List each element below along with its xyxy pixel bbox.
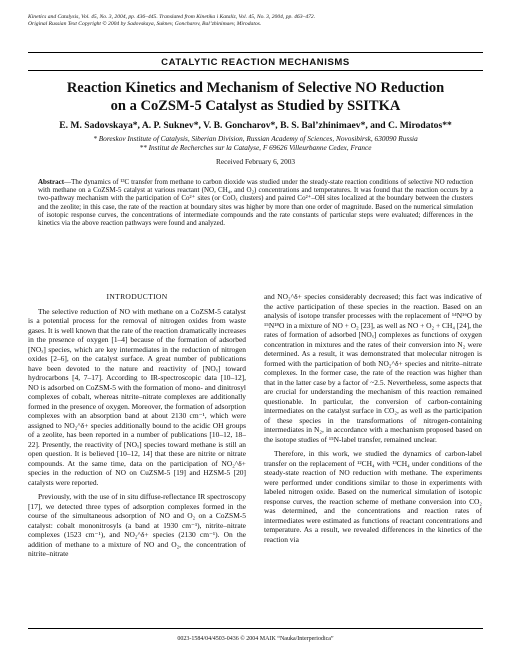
running-head — [28, 14, 488, 28]
title-line2: on a CoZSM-5 Catalyst as Studied by SSITKA — [110, 97, 401, 114]
footer-copyright: 0023-1584/04/4503-0436 © 2004 MAIK “Nauka/Interperiodica” — [177, 636, 334, 642]
paper-title — [28, 80, 483, 115]
section-label: CATALYTIC REACTION MECHANISMS — [161, 57, 350, 68]
received-date: Received February 6, 2003 — [215, 157, 296, 166]
abstract — [38, 178, 473, 227]
abstract-text: —The dynamics of ¹³C transfer from methane to carbon dioxide was studied under the steady-state reaction conditions of selective NO reduction with methane on a CoZSM-5 catalyst at various reactant (NO, CH₄, and O₂) concentrations and temperatures. It was found that the reaction occurs by a two-pathway mechanism with the participation of Co²⁺ sites (or CoOₓ clusters) and paired Co²⁺–OH sites localized at the boundary between the clusters and the zeolite; in this case, the rate of the reaction at boundary sites was higher by more than one order of magnitude. Based on the numerical simulation of isotopic response curves, the concentrations of intermediate compounds and the rate constants of particular steps were evaluated; differences in the kinetics via the above reaction pathways were found and analyzed. — [38, 178, 473, 228]
divider-top — [28, 52, 483, 53]
divider-bottom — [28, 70, 483, 71]
running-head-line1: Kinetics and Catalysis, Vol. 45, No. 3, 2004, pp. 436–445. Translated from Kinetika i Kataliz, Vol. 45, No. 3, 2004, pp. 463–472. — [28, 14, 316, 20]
affiliation-1: * Boreskov Institute of Catalysis, Siberian Division, Russian Academy of Sciences, Novosibirsk, 630090 Russia — [93, 134, 418, 143]
paragraph: Therefore, in this work, we studied the dynamics of carbon-label transfer on the replacement of ¹²CH₄ with ¹³CH₄ under conditions of the steady-state reaction of NO reduction with methane. The experiments were performed under conditions similar to those in experiments with labeled nitrogen oxide. Based on the numerical simulation of isotopic response curves, the reaction scheme of methane conversion into CO₂ was determined, and the concentrations and reaction rates of intermediates were estimated as functions of reactant concentrations and temperature. As a result, we revealed differences in the kinetics of the reaction via — [264, 449, 482, 544]
paragraph: Previously, with the use of in situ diffuse-reflectance IR spectroscopy [17], we detected three types of adsorption complexes formed in the course of the simultaneous adsorption of NO and O₂ on a CoZSM-5 catalyst: cobalt mononitrosyls (a band at 1930 cm⁻¹), nitrite–nitrate complexes (1523 cm⁻¹), and NO₂^δ+ species (2130 cm⁻¹). On the addition of methane to a mixture of NO and O₂, the concentration of nitrite–nitrate — [28, 492, 246, 558]
title-line1: Reaction Kinetics and Mechanism of Selective NO Reduction — [66, 80, 445, 96]
column-left — [28, 292, 246, 559]
affiliations — [28, 135, 483, 153]
paragraph: and NO₂^δ+ species considerably decreased; this fact was indicative of the active participation of these species in the reaction. Based on an analysis of isotope transfer processes with the replacement of ¹⁴N¹⁶O by ¹⁵N¹⁸O in a mixture of NO + O₂ [23], as well as NO + O₂ + CH₄ [24], the rates of formation of adsorbed [NOₓ] complexes as functions of oxygen concentration in mixtures and the rates of their conversion into N₂ were determined. As a result, it was demonstrated that molecular nitrogen is formed with the participation of both NO₂^δ+ species and nitrite–nitrate complexes. In the former case, the rate of the reaction was higher than that in the latter case by a factor of ~2.5. Nevertheless, some aspects that are crucial for understanding the mechanism of this reaction remained questionable. In particular, the conversion of carbon-containing intermediates on the catalyst surface in CO₂, as well as the participation of these species in the transformations of nitrogen-containing intermediates in N₂, in accordance with a mechanism proposed based on the isotope studies of ¹⁵N-label transfer, remained unclear. — [264, 292, 482, 444]
affiliation-2: ** Institut de Recherches sur la Catalyse, F 69626 Villeurbanne Cedex, France — [139, 142, 372, 152]
column-right — [264, 292, 482, 544]
section-heading-introduction: INTRODUCTION — [106, 292, 168, 301]
paragraph: The selective reduction of NO with methane on a CoZSM-5 catalyst is a potential process for the removal of nitrogen oxides from waste gases. It is well known that the rate of the reaction dramatically increases in the presence of oxygen [1–4] because of the formation of adsorbed [NOₓ] species, which are key intermediates in the reduction of nitrogen oxides [2–6], on the catalyst surface. A great number of publications have been devoted to the nature and reactivity of [NOₓ] toward hydrocarbons [4, 7–17]. According to IR-spectroscopic data [10–12], NO is adsorbed on CoZSM-5 with the formation of mono- and dinitrosyl complexes of cobalt, whereas nitrite–nitrate complexes are additionally formed in the presence of oxygen. Moreover, the formation of adsorption complexes with an absorption band at about 2130 cm⁻¹, which were assigned to NO₂^δ+ species additionally bound to the acidic OH groups of a zeolite, has been reported in a number of publications [10–12, 18–22]. Presently, the reactivity of [NOₓ] species toward methane is still an open question. It is believed [10–12, 14] that these are nitrite or nitrate compounds. At the same time, data on the participation of NO₂^δ+ species in the reduction of NO on CuZSM-5 [19] and HZSM-5 [20] catalysts were reported. — [28, 306, 246, 487]
footer-rule — [28, 628, 483, 629]
running-head-line2: Original Russian Text Copyright © 2004 by Sadovskaya, Suknev, Goncharov, Bal’zhinimaev, Mirodatos. — [28, 21, 262, 27]
author-list: E. M. Sadovskaya*, A. P. Suknev*, V. B. Goncharov*, B. S. Bal’zhinimaev*, and C. Mirodatos** — [59, 120, 452, 131]
abstract-label: Abstract — [38, 178, 65, 186]
